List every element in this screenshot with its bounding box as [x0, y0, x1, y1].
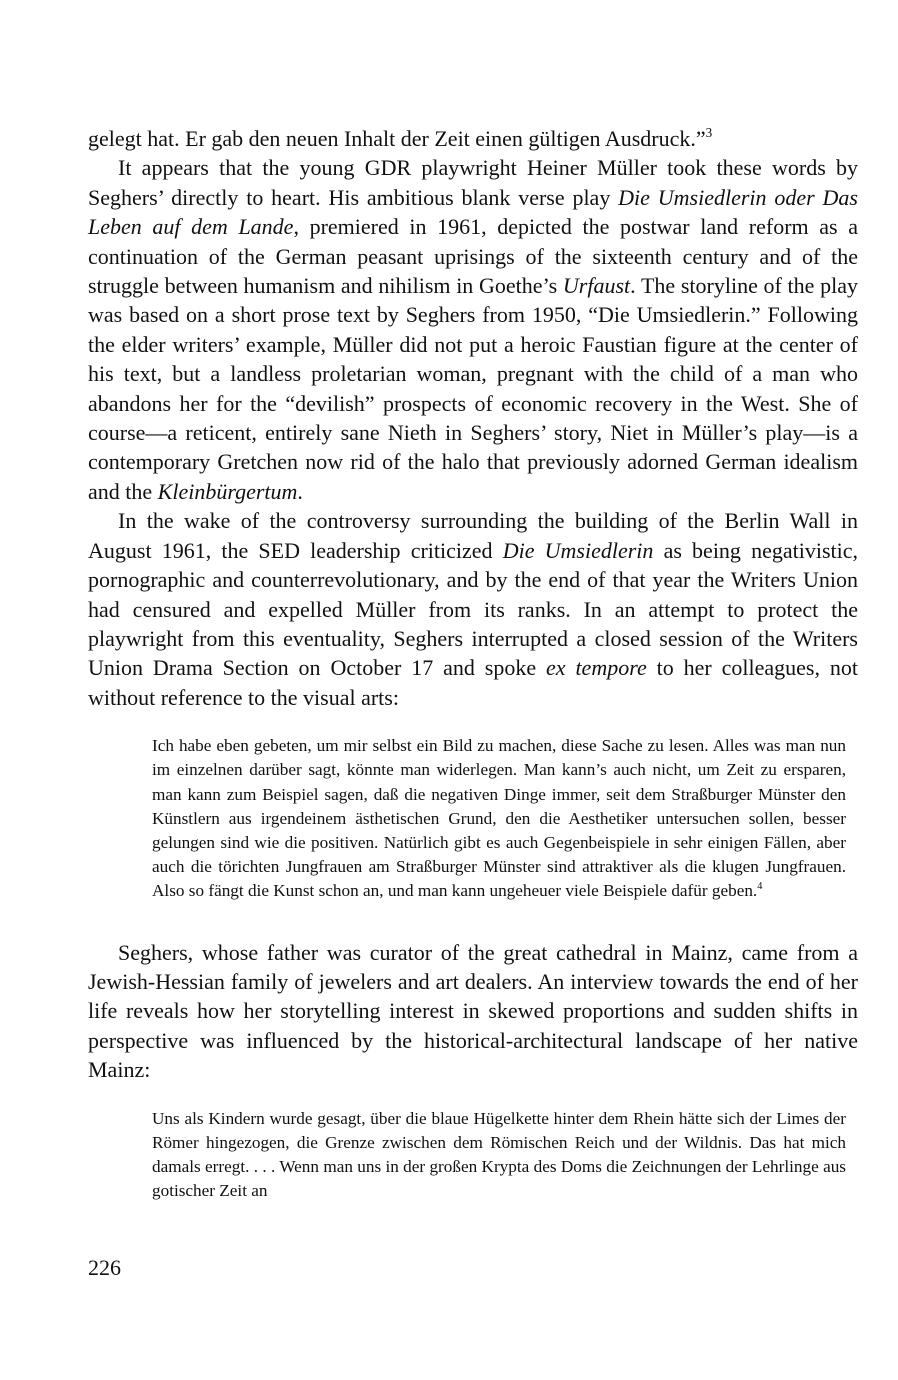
paragraph-2-text-b: , premiered in 1961, depicted the postwar land reform as a continuation of the German peasant uprisings of the sixteenth century and of the struggle between humanism and nihilism in Goethe’s	[88, 214, 859, 299]
play-title-umsiedlerin: Die Umsiedlerin	[502, 537, 654, 563]
paragraph-2	[88, 153, 858, 506]
quote-1-body: Ich habe eben gebeten, um mir selbst ein Bild zu machen, diese Sache zu lesen. Alles was man nun im einzelnen darüber sagt, könnte man widerlegen. Man kann’s auch nicht, um Zeit zu ersparen, man kann zum Beispiel sagen, daß die negativen Dinge immer, seit dem Straßburger Münster den Künstlern aus irgendeinem ästhetischen Grund, den die Aesthetiker untersuchen sollen, besser gelungen sind wie die positiven. Natürlich gibt es auch Gegenbeispiele in sehr einigen Fällen, aber auch die törichten Jungfrauen am Straßburger Münster sind attraktiver als die klugen Jungfrauen. Also so fängt die Kunst schon an, und man kann ungeheuer viele Beispiele dafür geben.	[152, 736, 846, 901]
paragraph-3-text-b: as being negativistic, pornographic and counterrevolutionary, and by the end of that year the Writers Union had censured and expelled Müller from its ranks. In an attempt to protect the playwright from this eventuality, Seghers interrupted a closed session of the Writers Union Drama Section on October 17 and spoke	[88, 537, 859, 681]
paragraph-3	[88, 506, 858, 712]
term-kleinbuergertum: Kleinbürgertum	[157, 478, 298, 504]
play-title-urfaust: Urfaust	[562, 273, 631, 299]
block-quote-seghers-speech	[152, 734, 846, 903]
paragraph-3-text-a: In the wake of the controversy surrounding the building of the Berlin Wall in August 1961, the SED leadership criticized	[88, 508, 858, 563]
play-title-umsiedlerin-full: Die Umsiedlerin oder Das Leben auf dem Lande	[88, 184, 858, 240]
paragraph-1-text: gelegt hat. Er gab den neuen Inhalt der Zeit einen gültigen Ausdruck.”	[88, 126, 706, 151]
paragraph-continuation	[88, 124, 858, 153]
phrase-ex-tempore: ex tempore	[546, 655, 647, 681]
paragraph-2-text-d: .	[297, 478, 303, 504]
page-number: 226	[88, 1255, 121, 1280]
main-text	[88, 124, 858, 712]
paragraph-4-text: Seghers, whose father was curator of the great cathedral in Mainz, came from a Jewish-Hessian family of jewelers and art dealers. An interview towards the end of her life reveals how her storytelling interest in skewed proportions and sudden shifts in perspective was influenced by the historical-architectural landscape of her native Mainz:	[88, 939, 858, 1083]
block-quote-1-text	[152, 734, 846, 903]
block-quote-interview	[152, 1107, 846, 1204]
block-quote-2-text: Uns als Kindern wurde gesagt, über die blaue Hügelkette hinter dem Rhein hätte sich der Limes der Römer hingezogen, die Grenze zwischen dem Römischen Reich und der Wildnis. Das hat mich damals erregt. . . . Wenn man uns in der großen Krypta des Doms die Zeichnungen der Lehrlinge aus gotischer Zeit an	[152, 1108, 846, 1201]
paragraph-4	[88, 938, 858, 1085]
page-body	[88, 124, 858, 1203]
footnote-ref-3[interactable]: 3	[705, 124, 713, 140]
main-text-continued	[88, 938, 858, 1085]
paragraph-3-text-c: to her colleagues, not without reference to the visual arts:	[88, 655, 859, 710]
paragraph-2-text-a: It appears that the young GDR playwright Heiner Müller took these words by Seghers’ directly to heart. His ambitious blank verse play	[88, 155, 858, 210]
paragraph-2-text-c: . The storyline of the play was based on a short prose text by Seghers from 1950, “Die Umsiedlerin.” Following the elder writers’ example, Müller did not put a heroic Faustian figure at the center of his text, but a landless proletarian woman, pregnant with the child of a man who abandons her for the “devilish” prospects of economic recovery in the West. She of course—a reticent, entirely sane Nieth in Seghers’ story, Niet in Müller’s play—is a contemporary Gretchen now rid of the halo that previously adorned German idealism and the	[88, 273, 859, 504]
footnote-ref-4[interactable]: 4	[757, 881, 763, 893]
